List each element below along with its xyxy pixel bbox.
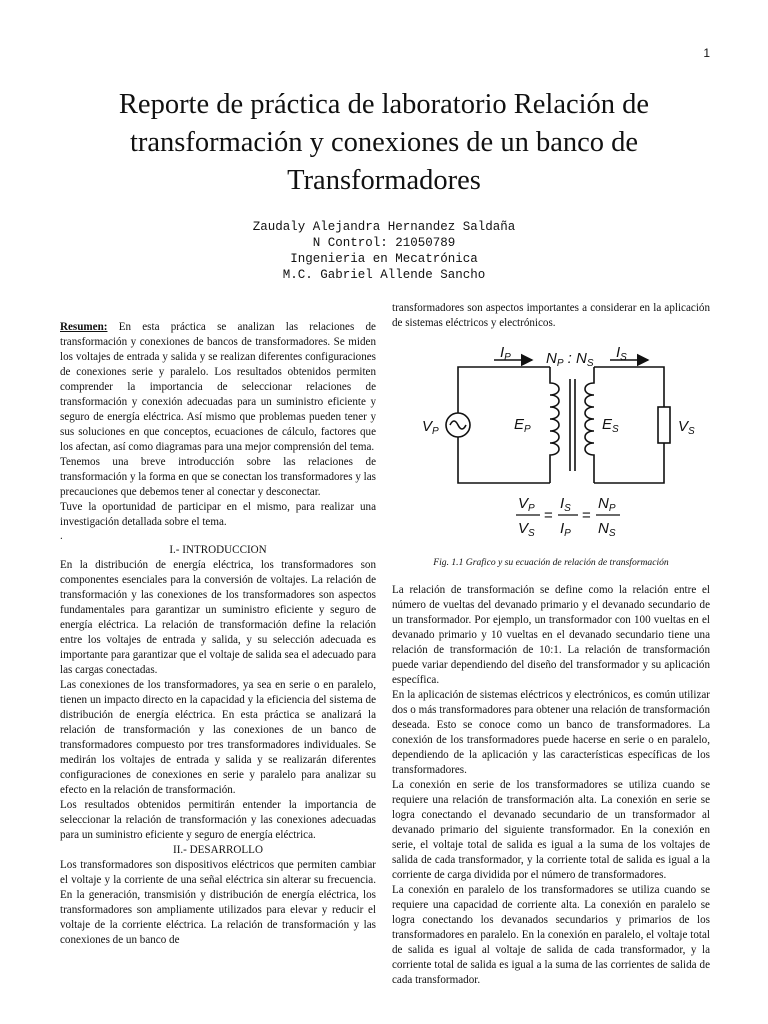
label-es: $E_S$ [602,416,619,435]
author-block [84,219,684,283]
load-resistor [658,407,670,443]
author-name: Zaudaly Alejandra Hernandez Saldaña [252,220,516,234]
section-heading-introduccion: I.- INTRODUCCION [169,544,267,556]
figure-transformer [392,345,710,545]
right-paragraph-2: En la aplicación de sistemas eléctricos y electrónicos, es común utilizar dos o más transformadores para obtener una relación de transformación deseada. Esto se conoce como un banco de transformadores. La conexión de los transformadores puede hacerse en serie o en paralelo, dependiendo de la aplicación y las características específicas de los transformadores. [392,689,710,776]
development-paragraph-1: Los transformadores son dispositivos eléctricos que permiten cambiar el voltaje y la corriente de una señal eléctrica sin alterar su frecuencia. En la generación, transmisión y distribución de energía eléctrica, los transformadores son ampliamente utilizados para elevar y reducir el voltaje de la corriente eléctrica. La relación de transformación y las conexiones de un banco de [60,859,376,946]
label-is: $I_S$ [616,345,627,363]
paper-title: Reporte de práctica de laboratorio Relación de transformación y conexiones de un banco de Transformadores [118,89,650,196]
secondary-coil [585,367,594,483]
label-ip: $I_P$ [500,345,511,363]
label-vp: $V_P$ [422,418,439,437]
intro-paragraph-2: Las conexiones de los transformadores, ya sea en serie o en paralelo, tienen un impacto directo en la capacidad y la eficiencia del sistema de distribución de energía eléctrica. En esta práctica se analizará la relación de transformación y las conexiones de un banco de transformadores compuesto por tres transformadores individuales. Se medirán los voltajes de entrada y salida y se realizarán diferentes configuraciones de conexiones en serie y paralelo para analizar su efecto en la relación de transformación. [60,679,376,796]
right-paragraph-4: La conexión en paralelo de los transformadores se utiliza cuando se requiere una capacidad de corriente alta. La conexión en paralelo se logra conectando los devanados secundarios y primarios de los transformadores en paralelo. En la conexión en paralelo, el voltaje total de salida es igual al voltaje de salida de cada transformador, y la corriente total de salida es igual a la suma de las corrientes de salida de cada transformador. [392,884,710,986]
eq-sign-2: = [582,507,591,524]
section-heading-desarrollo: II.- DESARROLLO [173,844,263,856]
author-program: Ingenieria en Mecatrónica [290,252,478,266]
abstract-label: Resumen: [60,321,108,333]
right-paragraph-0: transformadores son aspectos importantes a considerar en la aplicación de sistemas eléctricos y electrónicos. [392,302,710,329]
abstract-text: En esta práctica se analizan las relaciones de transformación y conexiones de bancos de transformadores. Se miden los voltajes de entrada y salida y se realizan diferentes configuraciones de conexiones serie y paralelo. Los resultados obtenidos permiten comprender la importancia de seleccionar relaciones de transformación y conexión adecuadas para un suministro eficiente y seguro de energía eléctrica. Así mismo que problemas pueden tener y sus soluciones en que conceptos, ecuaciones de cálculo, factores que los afectan, así como diagramas para una mejor comprensión del tema. [60,321,376,453]
transformer-diagram [402,345,702,545]
right-paragraph-1: La relación de transformación se define como la relación entre el número de vueltas del devanado primario y el devanado secundario de un transformador. Por ejemplo, un transformador con 100 vueltas en el devanado primario y 10 vueltas en el devanado secundario tiene una relación de transformación de 10:1. La relación de transformación puede variar dependiendo del diseño del transformador y su aplicación específica. [392,584,710,686]
abstract-paragraph-3: Tuve la oportunidad de participar en el mismo, para realizar una investigación detallada sobre el tema. [60,501,376,528]
author-control-number: N Control: 21050789 [312,236,456,250]
eq-ip: $I_P$ [560,520,571,539]
eq-sign-1: = [544,507,553,524]
abstract-dot: . [60,530,63,542]
eq-vp: $V_P$ [518,495,535,514]
intro-paragraph-1: En la distribución de energía eléctrica, los transformadores son componentes esenciales para la conversión de voltajes. La relación de transformación y las conexiones de los transformadores son aspectos fundamentales para garantizar un suministro eficiente y seguro de energía eléctrica. La relación de transformación define la relación entre los voltajes de entrada y salida, y su selección adecuada es importante para garantizar que el voltaje de salida sea el adecuado para las cargas conectadas. [60,559,376,676]
left-column [60,320,376,948]
abstract-paragraph [60,320,376,455]
label-vs: $V_S$ [678,418,695,437]
intro-paragraph-3: Los resultados obtenidos permitirán entender la importancia de seleccionar la relación de transformación y las conexiones adecuadas para un suministro eficiente y seguro de energía eléctrica. [60,799,376,841]
eq-is: $I_S$ [560,495,571,514]
primary-coil [550,367,559,483]
eq-vs: $V_S$ [518,520,535,539]
label-turns-ratio: $N_P$ : $N_S$ [546,350,594,369]
primary-circuit [458,367,550,483]
abstract-paragraph-2: Tenemos una breve introducción sobre las relaciones de transformación y la forma en que se conectan los transformadores y las precauciones que debemos tener al conectar y desconectar. [60,456,376,498]
label-ep: $E_P$ [514,416,531,435]
author-advisor: M.C. Gabriel Allende Sancho [282,268,486,282]
figure-caption: Fig. 1.1 Grafico y su ecuación de relación de transformación [433,557,669,568]
right-column [392,301,710,988]
page-number: 1 [703,46,710,60]
eq-np: $N_P$ [598,495,616,514]
right-paragraph-3: La conexión en serie de los transformadores se utiliza cuando se requiere una relación de transformación alta. La conexión en serie se logra conectando el devanado secundario de un transformador al devanado primario del siguiente transformador. En la conexión en serie, el voltaje total de salida es igual a la suma de los voltajes de salida de cada transformador, y la corriente total de salida es igual a la corriente de carga dividida por el número de transformadores. [392,779,710,881]
eq-ns: $N_S$ [598,520,616,539]
